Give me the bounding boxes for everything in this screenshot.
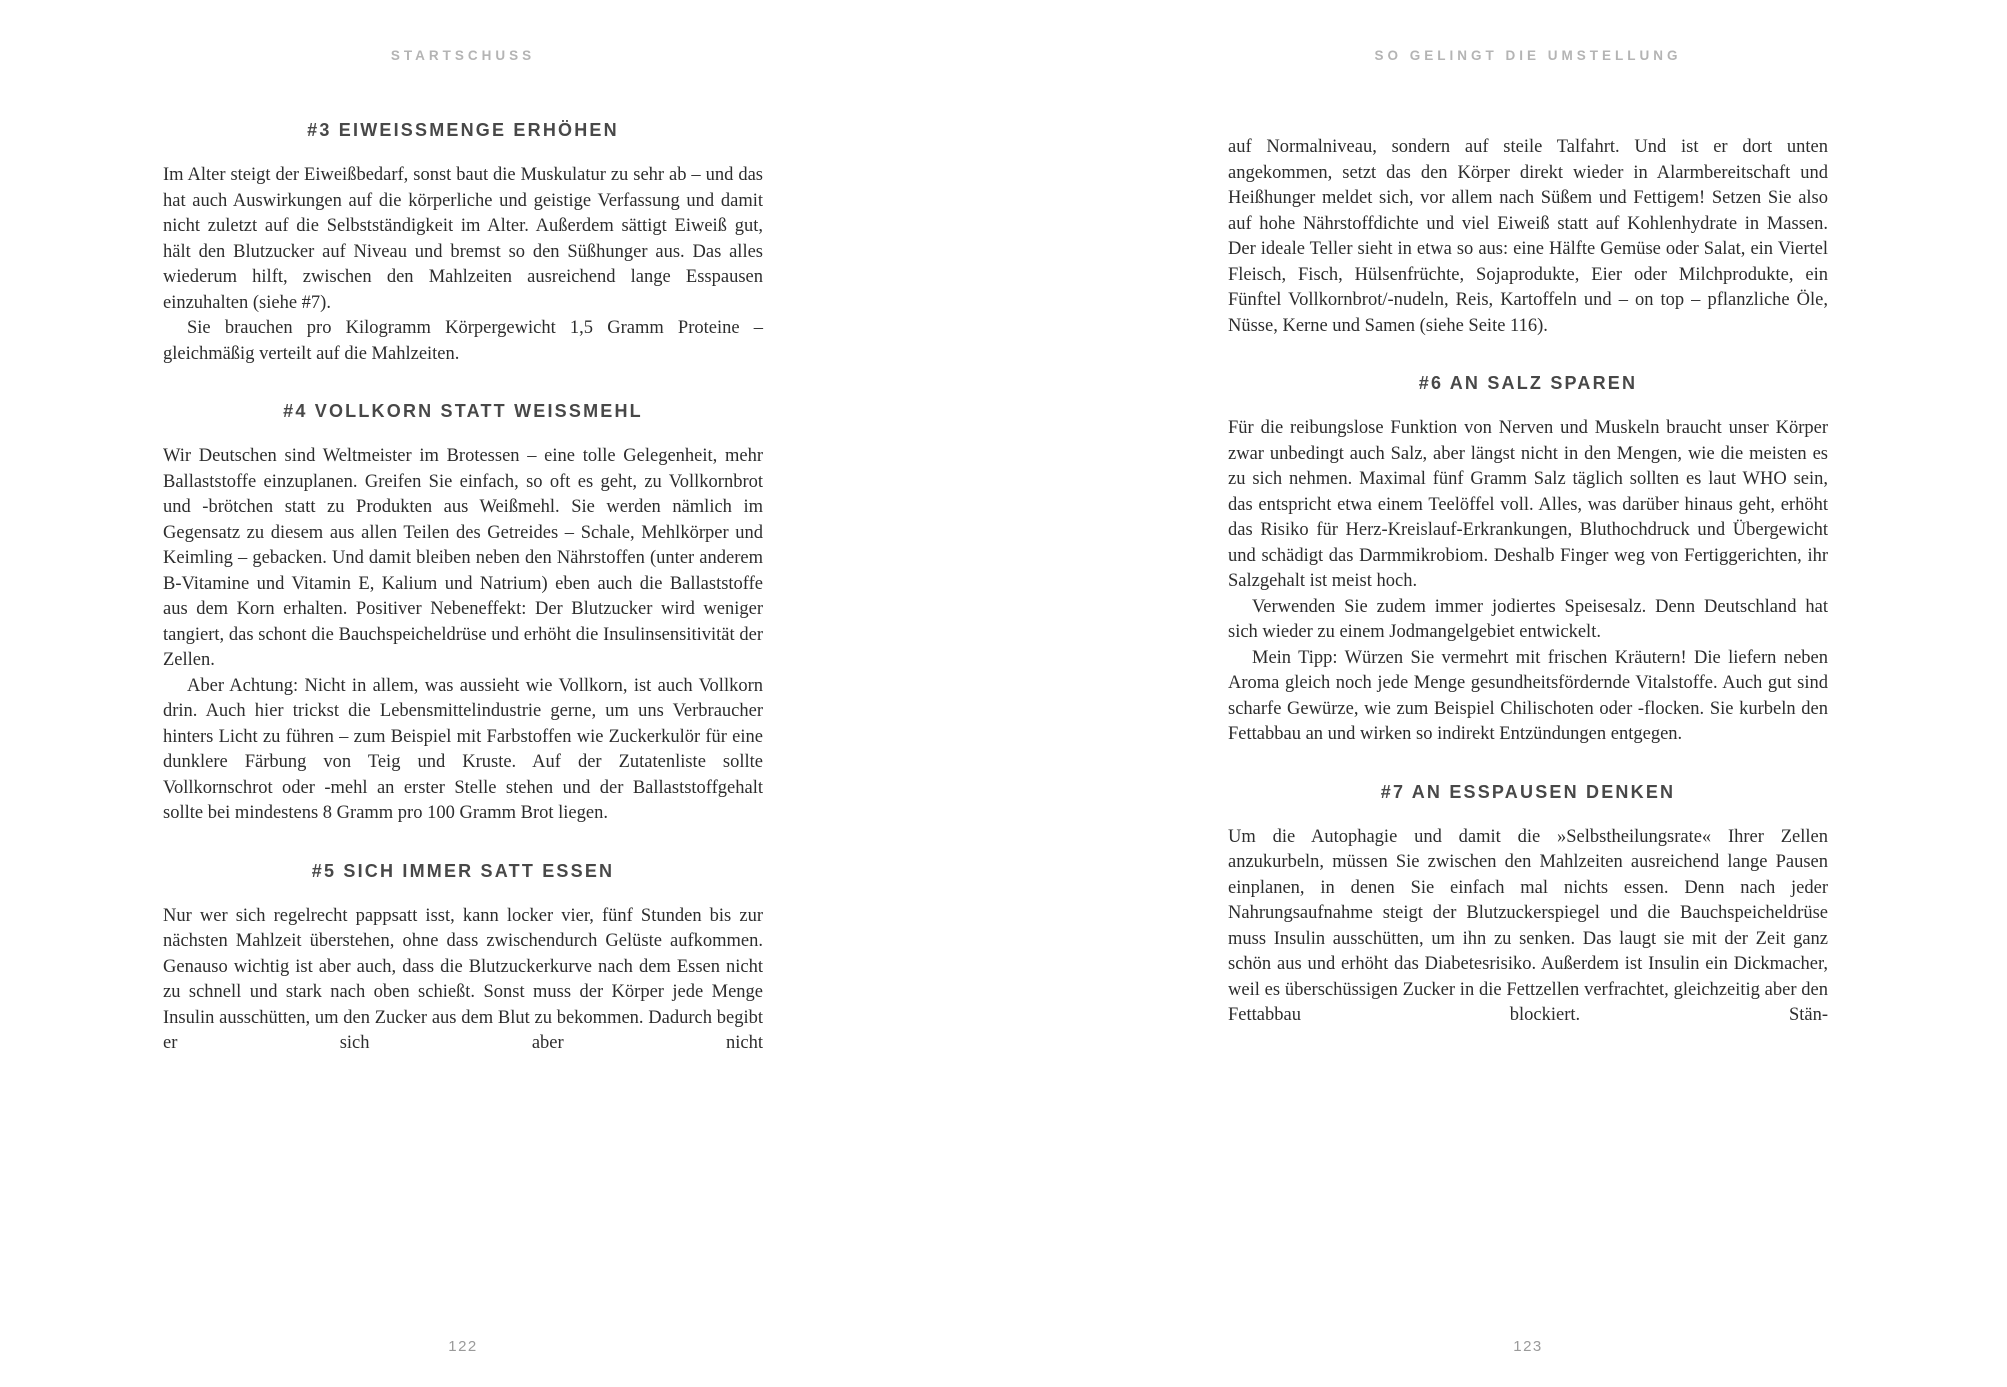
paragraph: Um die Autophagie und damit die »Selbstheilungsrate« Ihrer Zellen anzukurbeln, müssen Sie zwischen den Mahlzeiten ausreichend lange Pausen einplanen, in denen Sie einfach mal nichts essen. Denn nach jeder Nahrungsaufnahme steigt der Blutzuckerspiegel und die Bauchspeicheldrüse muss Insulin ausschütten, um ihn zu senken. Das laugt sie mit der Zeit ganz schön aus und erhöht das Diabetesrisiko. Außerdem ist Insulin ein Dickmacher, weil es überschüssigen Zucker in die Fettzellen verfrachtet, gleichzeitig aber den Fettabbau blockiert. Stän- [1228, 826, 1828, 1025]
page-number-right: 123 [1513, 1338, 1543, 1355]
section-eiweissmenge-erhoehen [163, 120, 763, 367]
paragraph: Sie brauchen pro Kilogramm Körpergewicht 1,5 Gramm Proteine – gleichmäßig verteilt auf die Mahlzeiten. [163, 318, 763, 364]
page-right [1003, 0, 2006, 1387]
section-heading: #7 AN ESSPAUSEN DENKEN [1380, 781, 1676, 802]
section-sich-immer-satt-essen [163, 861, 763, 1057]
section-heading: #3 EIWEISSMENGE ERHÖHEN [307, 120, 619, 140]
section-vollkorn-statt-weissmehl [163, 401, 763, 827]
section-an-esspausen-denken [1228, 782, 1828, 1029]
paragraph: Wir Deutschen sind Weltmeister im Brotessen – eine tolle Gelegenheit, mehr Ballaststoffe einzuplanen. Greifen Sie einfach, so oft es geht, zu Vollkornbrot und -brötchen statt zu Produkten aus Weißmehl. Sie werden nämlich im Gegensatz zu diesem aus allen Teilen des Getreides – Schale, Mehlkörper und Keimling – gebacken. Und damit bleiben neben den Nährstoffen (unter anderem B-Vitamine und Vitamin E, Kalium und Natrium) eben auch die Ballaststoffe aus dem Korn erhalten. Positiver Nebeneffekt: Der Blutzucker wird weniger tangiert, das schont die Bauchspeicheldrüse und erhöht die Insulinsensitivität der Zellen. [163, 446, 763, 670]
continuation-paragraph: auf Normalniveau, sondern auf steile Talfahrt. Und ist er dort unten angekommen, setzt das den Körper direkt wieder in Alarmbereitschaft und Heißhunger meldet sich, vor allem nach Süßem und Fettigem! Setzen Sie also auf hohe Nährstoffdichte und viel Eiweiß statt auf Kohlenhydrate in Massen. Der ideale Teller sieht in etwa so aus: eine Hälfte Gemüse oder Salat, ein Viertel Fleisch, Fisch, Hülsenfrüchte, Sojaprodukte, Eier oder Milchprodukte, ein Fünftel Vollkornbrot/-nudeln, Reis, Kartoffeln und – on top – pflanzliche Öle, Nüsse, Kerne und Samen (siehe Seite 116). [1228, 137, 1828, 336]
section-heading: #6 AN SALZ SPAREN [1418, 373, 1638, 393]
paragraph: Verwenden Sie zudem immer jodiertes Speisesalz. Denn Deutschland hat sich wieder zu einem Jodmangelgebiet entwickelt. [1228, 596, 1828, 642]
paragraph: Für die reibungslose Funktion von Nerven und Muskeln braucht unser Körper zwar unbedingt auch Salz, aber längst nicht in den Mengen, wie die meisten es zu sich nehmen. Maximal fünf Gramm Salz täglich sollten es laut WHO sein, das entspricht etwa einem Teelöffel voll. Alles, was darüber hinaus geht, erhöht das Risiko für Herz-Kreislauf-Erkrankungen, Bluthochdruck und Übergewicht und schädigt das Darmmikrobiom. Deshalb Finger weg von Fertiggerichten, ihr Salzgehalt ist meist hoch. [1228, 418, 1828, 591]
section-an-salz-sparen [1228, 373, 1828, 748]
running-head-left: STARTSCHUSS [390, 48, 536, 63]
page-number-left: 122 [448, 1338, 478, 1355]
paragraph: Mein Tipp: Würzen Sie vermehrt mit frischen Kräutern! Die liefern neben Aroma gleich noch jede Menge gesundheitsfördernde Vitalstoffe. Auch gut sind scharfe Gewürze, wie zum Beispiel Chilischoten oder -flocken. Sie kurbeln den Fettabbau an und wirken so indirekt Entzündungen entgegen. [1228, 647, 1828, 744]
page-left [0, 0, 1003, 1387]
paragraph: Aber Achtung: Nicht in allem, was aussieht wie Vollkorn, ist auch Vollkorn drin. Auch hier trickst die Lebensmittelindustrie gerne, um uns Verbraucher hinters Licht zu führen – zum Beispiel mit Farbstoffen wie Zuckerkulör für eine dunklere Färbung von Teig und Kruste. Auf der Zutatenliste sollte Vollkornschrot oder -mehl an erster Stelle stehen und der Ballaststoffgehalt sollte bei mindestens 8 Gramm pro 100 Gramm Brot liegen. [163, 675, 763, 823]
paragraph: Im Alter steigt der Eiweißbedarf, sonst baut die Muskulatur zu sehr ab – und das hat auch Auswirkungen auf die körperliche und geistige Verfassung und damit nicht zuletzt auf die Selbstständigkeit im Alter. Außerdem sättigt Eiweiß gut, hält den Blutzucker auf Niveau und bremst so den Süßhunger aus. Das alles wiederum hilft, zwischen den Mahlzeiten ausreichend lange Esspausen einzuhalten (siehe #7). [163, 165, 763, 313]
text-column-left [163, 120, 763, 1057]
text-column-right [1228, 135, 1828, 1029]
section-heading: #4 VOLLKORN STATT WEISSMEHL [283, 401, 643, 421]
paragraph: Nur wer sich regelrecht pappsatt isst, kann locker vier, fünf Stunden bis zur nächsten Mahlzeit überstehen, ohne dass zwischendurch Gelüste aufkommen. Genauso wichtig ist aber auch, dass die Blutzuckerkurve nach dem Essen nicht zu schnell und stark nach oben schießt. Sonst muss der Körper jede Menge Insulin ausschütten, um den Zucker aus dem Blut zu bekommen. Dadurch begibt er sich aber nicht [163, 905, 763, 1053]
section-heading: #5 SICH IMMER SATT ESSEN [311, 860, 615, 881]
running-head-right: SO GELINGT DIE UMSTELLUNG [1374, 48, 1682, 63]
